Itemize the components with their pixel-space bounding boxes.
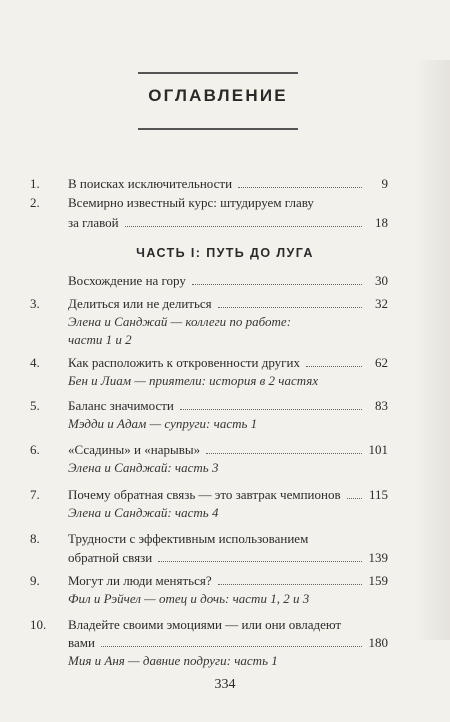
title-rule-bottom [138, 128, 298, 130]
entry-title-line [68, 486, 388, 503]
entry-subtitle: Бен и Лиам — приятели: история в 2 частях [68, 373, 319, 388]
entry-title-line [68, 295, 388, 312]
leader-dots [192, 284, 362, 285]
title-rule-top [138, 72, 298, 74]
entry-subtitle: Фил и Рэйчел — отец и дочь: части 1, 2 и 3 [68, 591, 310, 606]
entry-title: «Ссадины» и «нарывы» [68, 442, 201, 457]
entry-title: Восхождение на гору [68, 273, 186, 288]
leader-dots [306, 366, 362, 367]
entry-title-continued: обратной связи [68, 550, 153, 565]
entry-page: 9 [381, 176, 388, 191]
entry-subtitle: Элена и Санджай: часть 4 [68, 505, 219, 520]
entry-page: 159 [368, 573, 388, 588]
leader-dots [158, 561, 362, 562]
leader-dots [125, 226, 362, 227]
leader-dots [347, 498, 362, 499]
entry-title-line [68, 397, 388, 414]
leader-dots [180, 409, 362, 410]
entry-page: 32 [375, 296, 388, 311]
entry-title-line [68, 354, 388, 371]
entry-subtitle: Мия и Аня — давние подруги: часть 1 [68, 653, 278, 668]
entry-page: 139 [368, 550, 388, 565]
entry-subtitle: части 1 и 2 [68, 332, 132, 347]
entry-number: 6. [30, 442, 40, 457]
entry-number: 7. [30, 487, 40, 502]
entry-number: 1. [30, 176, 40, 191]
entry-title-line [68, 214, 388, 231]
entry-title-line [68, 194, 388, 211]
entry-title-continued: за главой [68, 215, 119, 230]
entry-number: 5. [30, 398, 40, 413]
entry-title: В поисках исключительности [68, 176, 233, 191]
page-title: ОГЛАВЛЕНИЕ [148, 86, 288, 105]
entry-title: Всемирно известный курс: штудируем главу [68, 195, 314, 210]
entry-subtitle: Элена и Санджай: часть 3 [68, 460, 219, 475]
entry-number: 2. [30, 195, 40, 210]
entry-number: 3. [30, 296, 40, 311]
entry-number: 10. [30, 617, 47, 632]
entry-title-line [68, 572, 388, 589]
entry-page: 180 [368, 635, 388, 650]
entry-page: 62 [375, 355, 388, 370]
entry-title: Делиться или не делиться [68, 296, 212, 311]
entry-title: Почему обратная связь — это завтрак чемпионов [68, 487, 341, 502]
leader-dots [238, 187, 362, 188]
part-heading: ЧАСТЬ I: ПУТЬ ДО ЛУГА [136, 246, 314, 260]
entry-page: 83 [375, 398, 388, 413]
leader-dots [218, 307, 362, 308]
entry-page: 115 [368, 487, 388, 502]
entry-title: Как расположить к откровенности других [68, 355, 300, 370]
entry-page: 30 [375, 273, 388, 288]
leader-dots [206, 453, 362, 454]
entry-title-line [68, 634, 388, 651]
entry-page: 101 [368, 442, 388, 457]
entry-title-line [68, 441, 388, 458]
entry-title: Могут ли люди меняться? [68, 573, 212, 588]
page-number: 334 [214, 677, 236, 692]
entry-title-continued: вами [68, 635, 95, 650]
entry-number: 9. [30, 573, 40, 588]
entry-title-line [68, 530, 388, 547]
entry-number: 8. [30, 531, 40, 546]
show-through-shadow [414, 60, 450, 640]
entry-title: Трудности с эффективным использованием [68, 531, 309, 546]
entry-subtitle: Элена и Санджай — коллеги по работе: [68, 314, 292, 329]
entry-title-line [68, 549, 388, 566]
leader-dots [218, 584, 362, 585]
entry-title-line [68, 175, 388, 192]
entry-title: Владейте своими эмоциями — или они овладеют [68, 617, 342, 632]
entry-number: 4. [30, 355, 40, 370]
entry-title-line [68, 616, 388, 633]
entry-page: 18 [375, 215, 388, 230]
entry-title: Баланс значимости [68, 398, 174, 413]
entry-subtitle: Мэдди и Адам — супруги: часть 1 [68, 416, 258, 431]
entry-title-line [68, 272, 388, 289]
leader-dots [101, 646, 362, 647]
